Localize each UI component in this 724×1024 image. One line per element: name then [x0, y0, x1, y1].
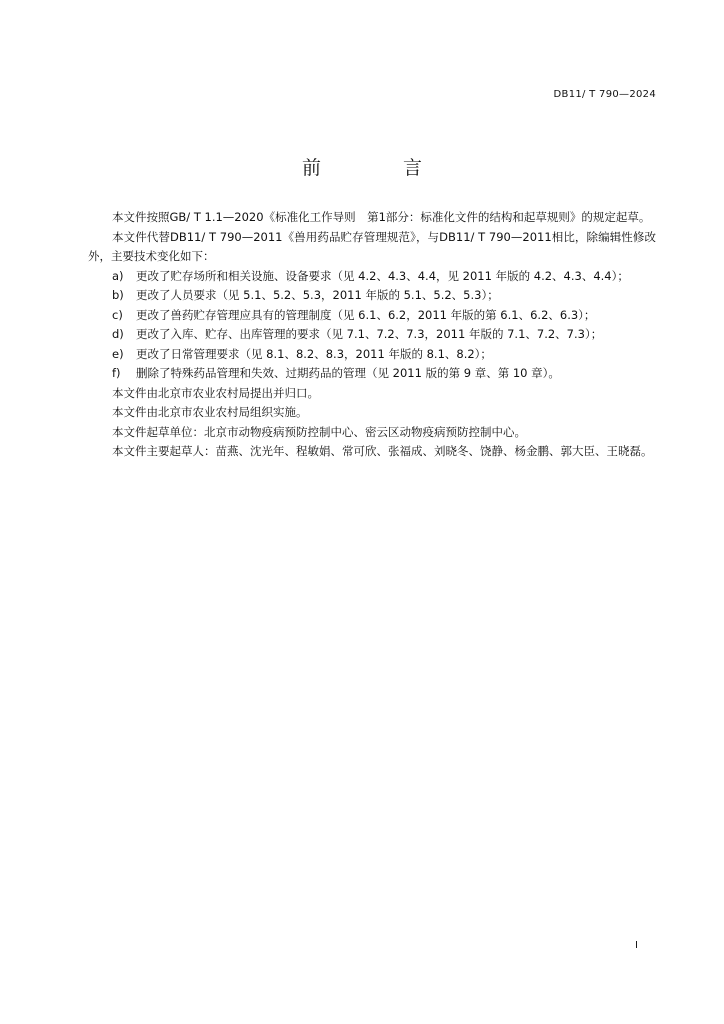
- list-item: [88, 306, 656, 326]
- paragraph-drafting-rule: 本文件按照GB/ T 1.1—2020《标准化工作导则 第1部分：标准化文件的结构和起草规则》的规定起草。: [112, 210, 651, 224]
- list-item: [88, 345, 656, 365]
- list-item-text: 更改了人员要求（见 5.1、5.2、5.3，2011 年版的 5.1、5.2、5.3）；: [136, 288, 499, 302]
- page-title: 前 言: [301, 157, 461, 179]
- paragraph-drafters: 本文件主要起草人：苗燕、沈光年、程敏娟、常可欣、张福成、刘晓冬、饶静、杨金鹏、郭大臣、王晓磊。: [112, 444, 653, 458]
- list-item: [88, 286, 656, 306]
- list-marker: a): [112, 268, 124, 283]
- list-item: [88, 267, 656, 287]
- list-item: [88, 325, 656, 345]
- list-item-text: 删除了特殊药品管理和失效、过期药品的管理（见 2011 版的第 9 章、第 10 章）。: [136, 366, 560, 380]
- list-marker: c): [112, 307, 123, 322]
- list-marker: e): [112, 346, 124, 361]
- paragraph-implementer: 本文件由北京市农业农村局组织实施。: [112, 405, 308, 419]
- paragraph-drafting-units: 本文件起草单位：北京市动物疫病预防控制中心、密云区动物疫病预防控制中心。: [112, 424, 526, 439]
- list-item-text: 更改了贮存场所和相关设施、设备要求（见 4.2、4.3、4.4，见 2011 年版的 4.2、4.3、4.4）；: [136, 268, 629, 283]
- list-marker: b): [112, 288, 124, 302]
- list-item-text: 更改了日常管理要求（见 8.1、8.2、8.3，2011 年版的 8.1、8.2）；: [136, 346, 492, 361]
- list-item: [88, 364, 656, 384]
- list-item-text: 更改了兽药贮存管理应具有的管理制度（见 6.1、6.2，2011 年版的第 6.1、6.2、6.3）；: [136, 307, 596, 322]
- list-marker: f): [112, 366, 121, 380]
- page-number: I: [635, 940, 638, 951]
- paragraph-proposer: 本文件由北京市农业农村局提出并归口。: [112, 385, 319, 400]
- list-marker: d): [112, 327, 124, 341]
- document-code: DB11/ T 790—2024: [553, 89, 656, 100]
- list-item-text: 更改了入库、贮存、出库管理的要求（见 7.1、7.2、7.3，2011 年版的 7.1、7.2、7.3）；: [136, 327, 603, 341]
- paragraph-replacement: 本文件代替DB11/ T 790—2011《兽用药品贮存管理规范》，与DB11/ T 790—2011相比，除编辑性修改外，主要技术变化如下：: [88, 229, 656, 263]
- foreword-body: [88, 208, 656, 462]
